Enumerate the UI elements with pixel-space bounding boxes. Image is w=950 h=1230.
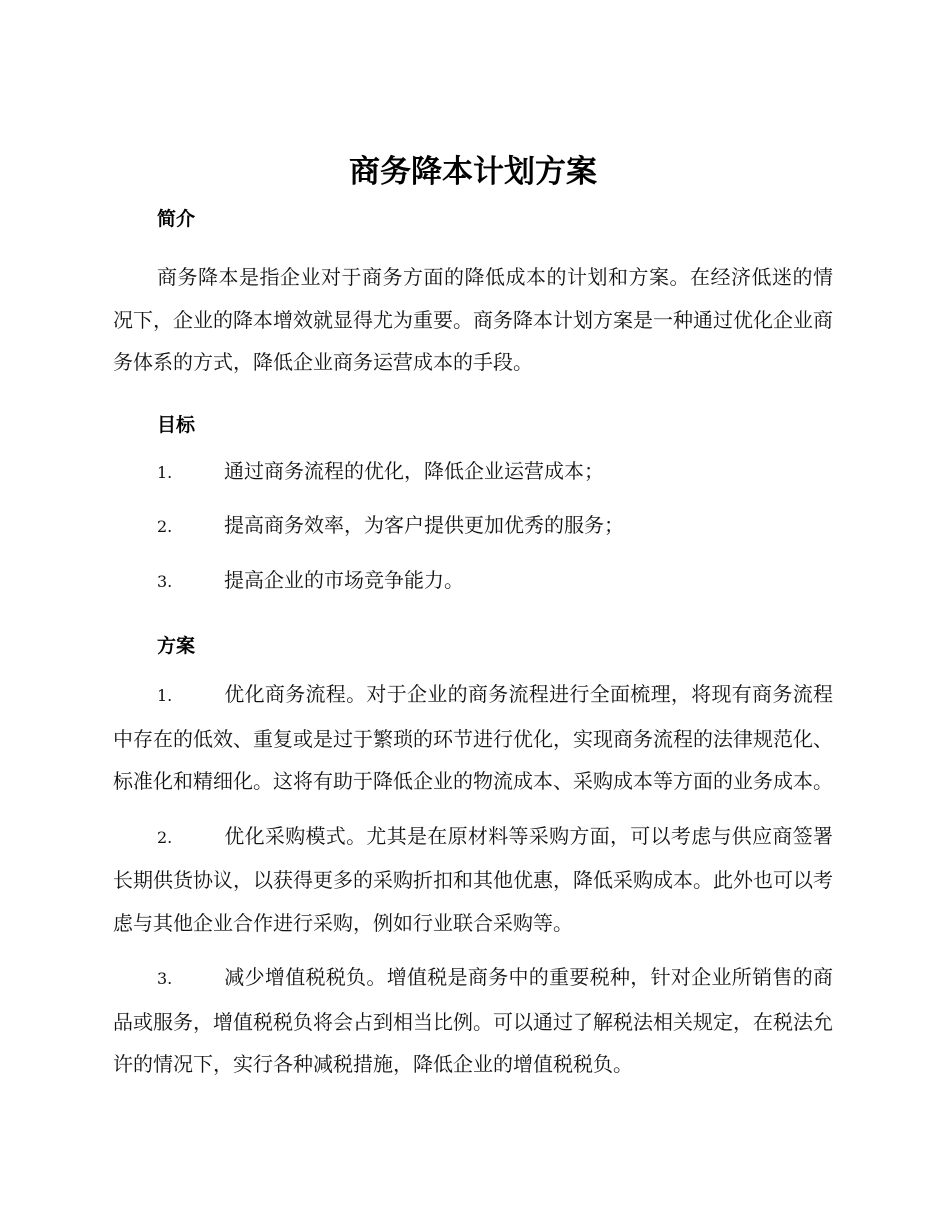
goal-text: 提高企业的市场竞争能力。 — [224, 567, 464, 592]
goals-list — [113, 444, 833, 608]
document-title: 商务降本计划方案 — [349, 154, 597, 190]
plan-number: 1. — [157, 686, 173, 705]
goal-item — [113, 498, 833, 553]
intro-heading: 简介 — [157, 208, 196, 230]
plan-list — [113, 673, 833, 1086]
plan-number: 2. — [157, 827, 173, 847]
goal-number: 2. — [157, 517, 173, 536]
goals-heading: 目标 — [157, 413, 196, 436]
plan-text: 减少增值税税负。增值税是商务中的重要税种，针对企业所销售的商品或服务，增值税税负将会占到相当比例。可以通过了解税法相关规定，在税法允许的情况下，实行各种减税措施，降低企业的增值税税负。 — [113, 965, 833, 1076]
goal-item — [113, 553, 833, 608]
plan-text: 优化采购模式。尤其是在原材料等采购方面，可以考虑与供应商签署长期供货协议，以获得更多的采购折扣和其他优惠，降低采购成本。此外也可以考虑与其他企业合作进行采购，例如行业联合采购等。 — [113, 823, 833, 935]
plan-heading: 方案 — [157, 635, 196, 657]
plan-item — [113, 673, 833, 803]
plan-item — [113, 815, 833, 945]
goal-item — [113, 444, 833, 499]
document-page — [113, 150, 833, 1086]
plan-text: 优化商务流程。对于企业的商务流程进行全面梳理，将现有商务流程中存在的低效、重复或是过于繁琐的环节进行优化，实现商务流程的法律规范化、标准化和精细化。这将有助于降低企业的物流成本、采购成本等方面的业务成本。 — [113, 682, 833, 793]
goal-text: 通过商务流程的优化，降低企业运营成本； — [224, 458, 604, 483]
plan-number: 3. — [157, 969, 173, 988]
plan-item — [113, 956, 833, 1086]
intro-paragraph: 商务降本是指企业对于商务方面的降低成本的计划和方案。在经济低迷的情况下，企业的降本增效就显得尤为重要。商务降本计划方案是一种通过优化企业商务体系的方式，降低企业商务运营成本的手段。 — [113, 265, 833, 374]
goal-number: 1. — [157, 462, 173, 482]
goal-text: 提高商务效率，为客户提供更加优秀的服务； — [224, 513, 624, 537]
goal-number: 3. — [157, 571, 173, 591]
